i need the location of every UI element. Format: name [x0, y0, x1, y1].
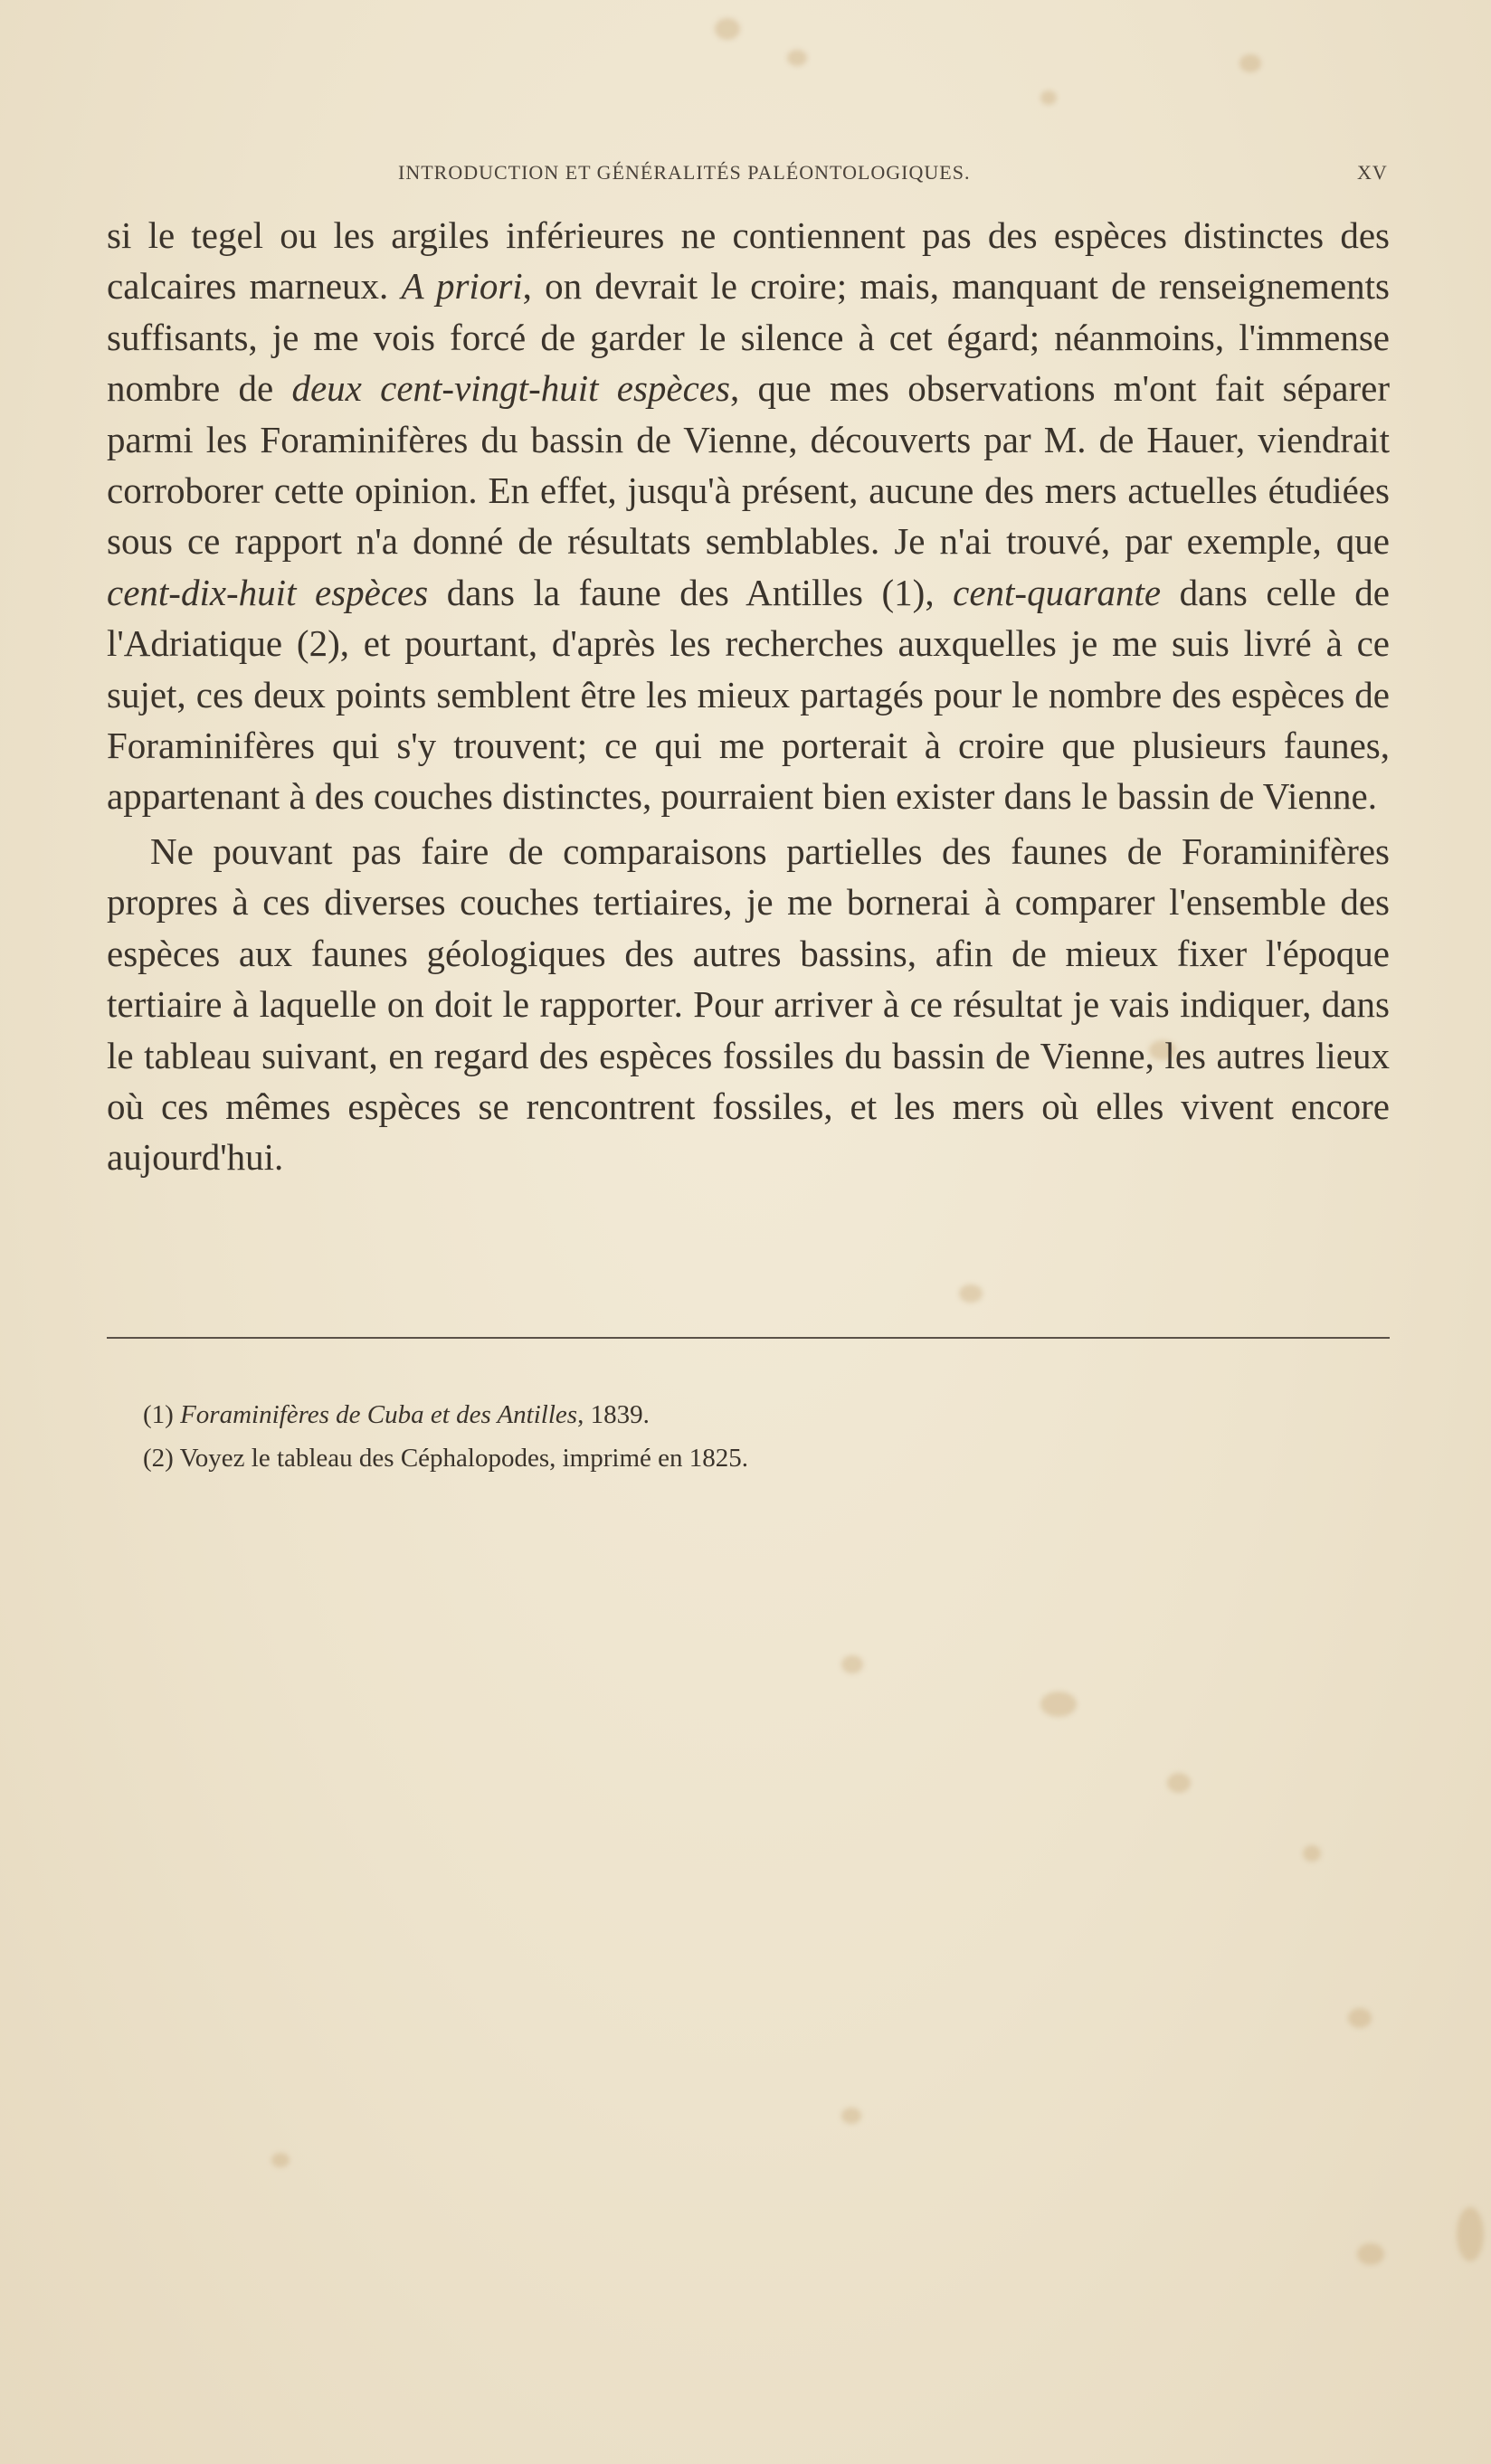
footnote-1 [143, 1393, 1319, 1436]
foxing-spot [1457, 2207, 1484, 2261]
text-run: si le tegel ou les argiles inférieures ne contiennent pas des espèces distinctes des calcaires marneux. [107, 214, 1390, 308]
footnote-marker: (1) [143, 1400, 174, 1429]
footnote-italic: Foraminifères de Cuba et des Antilles [180, 1400, 578, 1429]
foxing-spot [715, 18, 740, 40]
foxing-spot [1357, 2243, 1384, 2265]
footnote-rule [107, 1337, 1390, 1339]
text-run: , on devrait le croire; mais, manquant de renseignements suffisants, je me vois forcé de garder le silence à cet égard; néanmoins, l'immense nombre de [107, 265, 1390, 410]
footnote-2 [143, 1436, 1319, 1480]
foxing-spot [1239, 54, 1261, 72]
foxing-spot [1167, 1773, 1191, 1793]
footnotes [143, 1393, 1319, 1480]
page-number: XV [1357, 161, 1388, 184]
main-text [107, 210, 1390, 1183]
paragraph-1 [107, 210, 1390, 822]
italic-run: A priori [401, 265, 523, 308]
footnote-text: Voyez le tableau des Céphalopodes, imprimé en 1825. [179, 1444, 749, 1473]
italic-run: cent-quarante [953, 571, 1162, 613]
text-run: dans celle de l'Adriatique (2), et pourtant, d'après les recherches auxquelles je me suis livré à ce sujet, ces deux points semblent être les mieux partagés pour le nombre des espèces de Foraminifères qui s'y trouvent; ce qui me porterait à croire que plusieurs faunes, appartenant à des couches distinctes, pourraient bien exister dans le bassin de Vienne. [107, 571, 1390, 818]
foxing-spot [841, 2108, 861, 2124]
footnote-marker: (2) [143, 1444, 174, 1473]
italic-run: cent-dix-huit espèces [107, 571, 429, 613]
italic-run: deux cent-vingt-huit espèces [291, 367, 730, 410]
foxing-spot [1303, 1845, 1321, 1862]
foxing-spot [1348, 2008, 1372, 2028]
text-run: , que mes observations m'ont fait séparer parmi les Foraminifères du bassin de Vienne, découverts par M. de Hauer, viendrait corroborer cette opinion. En effet, jusqu'à présent, aucune des mers actuelles étudiées sous ce rapport n'a donné de résultats semblables. Je n'ai trouvé, par exemple, que [107, 367, 1390, 563]
foxing-spot [271, 2153, 290, 2167]
foxing-spot [1040, 90, 1057, 105]
text-run: dans la faune des Antilles (1), [428, 571, 954, 613]
running-head: INTRODUCTION ET GÉNÉRALITÉS PALÉONTOLOGIQUES. [398, 161, 971, 184]
paragraph-2: Ne pouvant pas faire de comparaisons partielles des faunes de Foraminifères propres à ces diverses couches tertiaires, je me bornerai à comparer l'ensemble des espèces aux faunes géologiques des autres bassins, afin de mieux fixer l'époque tertiaire à laquelle on doit le rapporter. Pour arriver à ce résultat je vais indiquer, dans le tableau suivant, en regard des espèces fossiles du bassin de Vienne, les autres lieux où ces mêmes espèces se rencontrent fossiles, et les mers où elles vivent encore aujourd'hui. [107, 829, 1390, 1179]
foxing-spot [787, 50, 807, 66]
footnote-text: , 1839. [577, 1400, 650, 1429]
foxing-spot [841, 1655, 863, 1673]
foxing-spot [959, 1284, 983, 1303]
foxing-spot [1040, 1692, 1077, 1717]
